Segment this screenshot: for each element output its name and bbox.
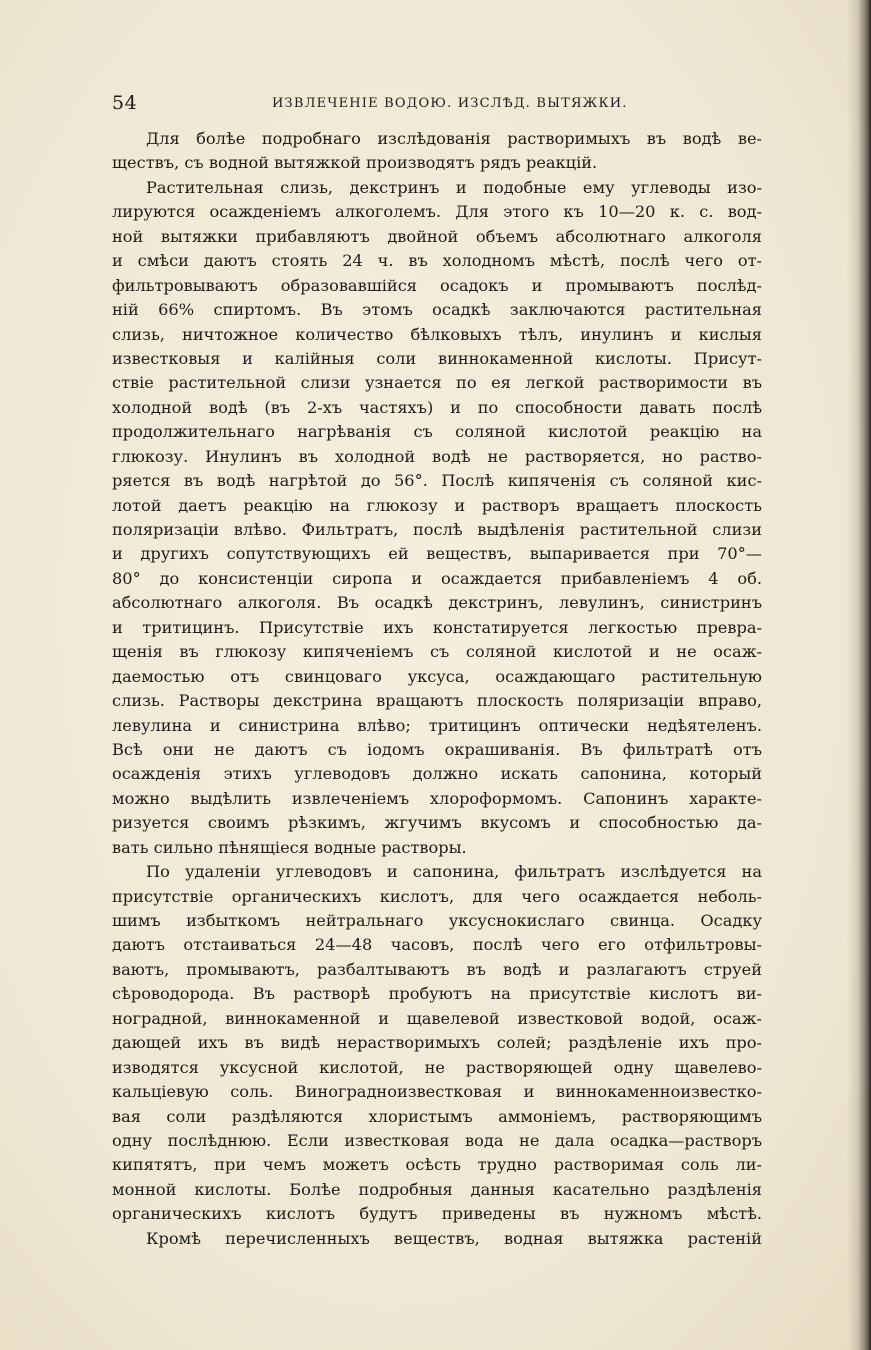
- text-line: даемостью отъ свинцоваго уксуса, осаждающаго растительную: [112, 666, 762, 686]
- text-line: сѣроводорода. Въ растворѣ пробуютъ на присутствіе кислотъ ви-: [112, 984, 762, 1004]
- text-line: можно выдѣлить извлеченіемъ хлороформомъ. Сапонинъ характе-: [112, 788, 762, 808]
- text-line: ваютъ, промываютъ, разбалтываютъ въ водѣ и разлагаютъ струей: [112, 959, 762, 979]
- text-line: дающей ихъ въ видѣ нерастворимыхъ солей; раздѣленіе ихъ про-: [112, 1033, 762, 1053]
- text-line: ряется въ водѣ нагрѣтой до 56°. Послѣ кипяченія съ соляной кис-: [112, 471, 762, 491]
- text-line: осажденія этихъ углеводовъ должно искать сапонина, который: [112, 764, 762, 784]
- text-line: ризуется своимъ рѣзкимъ, жгучимъ вкусомъ и способностью да-: [112, 813, 762, 833]
- text-line: слизь, ничтожное количество бѣлковыхъ тѣлъ, инулинъ и кислыя: [112, 324, 762, 344]
- text-line: По удаленіи углеводовъ и сапонина, фильтратъ изслѣдуется на: [146, 862, 762, 882]
- text-line: ноградной, виннокаменной и щавелевой известковой водой, осаж-: [112, 1008, 762, 1028]
- text-line: Растительная слизь, декстринъ и подобные ему углеводы изо-: [146, 177, 762, 197]
- text-line: и другихъ сопутствующихъ ей веществъ, выпаривается при 70°—: [112, 544, 762, 564]
- text-line: слизь. Растворы декстрина вращаютъ плоскость поляризаціи вправо,: [112, 691, 762, 711]
- text-line: монной кислоты. Болѣе подробныя данныя касательно раздѣленія: [112, 1179, 762, 1199]
- text-line: Для болѣе подробнаго изслѣдованія растворимыхъ въ водѣ ве-: [146, 129, 762, 148]
- text-line: ной вытяжки прибавляютъ двойной объемъ абсолютнаго алкоголя: [112, 226, 762, 246]
- running-head: ИЗВЛЕЧЕНІЕ ВОДОЮ. ИЗСЛѢД. ВЫТЯЖКИ.: [272, 96, 628, 111]
- page-edge-shadow: [847, 0, 871, 1350]
- text-line: кальціевую соль. Виноградноизвестковая и виннокаменноизвестко-: [112, 1082, 762, 1102]
- text-line: кипятятъ, при чемъ можетъ осѣсть трудно растворимая соль ли-: [112, 1155, 762, 1175]
- text-line: Всѣ они не даютъ съ іодомъ окрашиванія. Въ фильтратѣ отъ: [112, 739, 762, 759]
- text-line: одну послѣднюю. Если известковая вода не дала осадка—растворъ: [112, 1130, 762, 1150]
- body-text: [112, 127, 762, 1251]
- text-line: поляризаціи влѣво. Фильтратъ, послѣ выдѣленія растительной слизи: [112, 520, 762, 539]
- text-line: даютъ отстаиваться 24—48 часовъ, послѣ чего его отфильтровы-: [112, 935, 762, 955]
- text-line: шимъ избыткомъ нейтральнаго уксуснокислаго свинца. Осадку: [112, 911, 762, 930]
- text-line: присутствіе органическихъ кислотъ, для чего осаждается неболь-: [112, 886, 762, 906]
- text-line: Кромѣ перечисленныхъ веществъ, водная вытяжка растеній: [146, 1228, 762, 1248]
- text-line: левулина и синистрина влѣво; тритицинъ оптически недѣятеленъ.: [112, 715, 762, 735]
- text-line: ществъ, съ водной вытяжкой производятъ рядъ реакцій.: [112, 153, 598, 173]
- text-line: лотой даетъ реакцію на глюкозу и растворъ вращаетъ плоскость: [112, 495, 762, 515]
- text-line: 80° до консистенціи сиропа и осаждается прибавленіемъ 4 об.: [112, 568, 762, 588]
- text-line: лируются осажденіемъ алкоголемъ. Для этого къ 10—20 к. с. вод-: [112, 202, 762, 222]
- text-line: абсолютнаго алкоголя. Въ осадкѣ декстринъ, левулинъ, синистринъ: [112, 593, 762, 613]
- text-line: вая соли раздѣляются хлористымъ аммоніемъ, растворяющимъ: [112, 1106, 762, 1126]
- text-line: ній 66% спиртомъ. Въ этомъ осадкѣ заключаются растительная: [112, 300, 762, 320]
- text-line: и смѣси даютъ стоять 24 ч. въ холодномъ мѣстѣ, послѣ чего от-: [112, 251, 762, 271]
- text-line: и тритицинъ. Присутствіе ихъ констатируется легкостью превра-: [112, 617, 762, 637]
- text-line: холодной водѣ (въ 2-хъ частяхъ) и по способности давать послѣ: [112, 397, 762, 417]
- text-line: фильтровываютъ образовавшійся осадокъ и промываютъ послѣд-: [112, 275, 762, 295]
- text-line: глюкозу. Инулинъ въ холодной водѣ не растворяется, но раство-: [112, 446, 762, 466]
- text-line: известковыя и калійныя соли виннокаменной кислоты. Присут-: [112, 348, 762, 368]
- text-line: изводятся уксусной кислотой, не растворяющей одну щавелево-: [112, 1057, 762, 1077]
- text-line: продолжительнаго нагрѣванія съ соляной кислотой реакцію на: [112, 422, 762, 442]
- text-line: вать сильно пѣнящіеся водные растворы.: [112, 837, 467, 857]
- page-number: 54: [112, 92, 138, 114]
- text-line: органическихъ кислотъ будутъ приведены въ нужномъ мѣстѣ.: [112, 1204, 762, 1224]
- text-line: щенія въ глюкозу кипяченіемъ съ соляной кислотой и не осаж-: [112, 642, 762, 662]
- page-header: [112, 92, 762, 116]
- text-line: ствіе растительной слизи узнается по ея легкой растворимости въ: [112, 373, 762, 393]
